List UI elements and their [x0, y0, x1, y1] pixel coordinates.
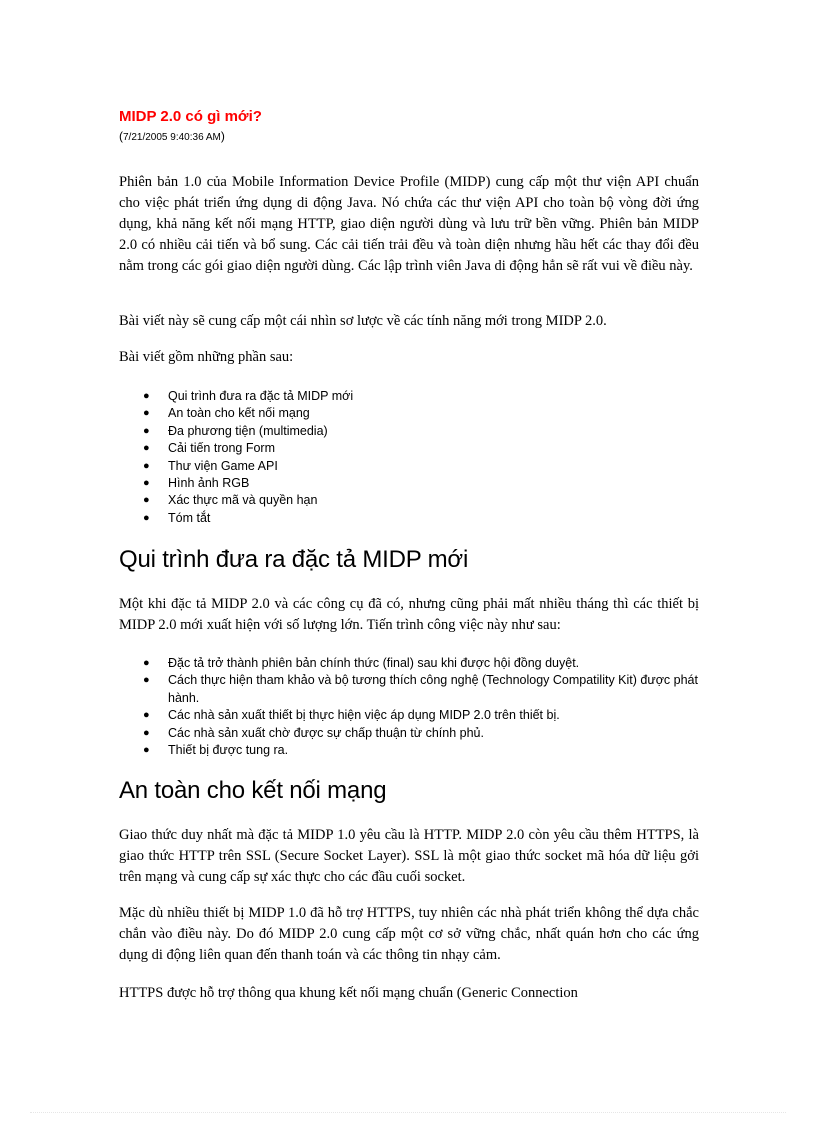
bullet-icon: ●	[143, 511, 150, 524]
bullet-icon: ●	[143, 477, 150, 490]
bullet-icon: ●	[143, 442, 150, 455]
list-item	[140, 440, 700, 457]
toc-item-label: An toàn cho kết nối mạng	[168, 406, 310, 421]
bullet-icon: ●	[143, 407, 150, 420]
list-item	[140, 655, 700, 672]
date-open-paren: (	[119, 129, 123, 143]
list-item	[140, 423, 700, 440]
section-heading-spec-process: Qui trình đưa ra đặc tả MIDP mới	[119, 546, 469, 573]
toc-item-label: Đa phương tiện (multimedia)	[168, 423, 328, 438]
list-item	[140, 405, 700, 422]
section2-paragraph-3: HTTPS được hỗ trợ thông qua khung kết nối mạng chuẩn (Generic Connection	[119, 985, 578, 1001]
list-item	[140, 707, 700, 724]
step-label: Thiết bị được tung ra.	[168, 743, 289, 758]
section2-paragraph-1: Giao thức duy nhất mà đặc tả MIDP 1.0 yêu cầu là HTTP. MIDP 2.0 còn yêu cầu thêm HTTPS, là giao thức HTTP trên SSL (Secure Socket Layer). SSL là một giao thức socket mã hóa dữ liệu gởi trên mạng và cung cấp sự xác thực cho các đầu cuối socket.	[119, 827, 699, 885]
section1-paragraph-1: Một khi đặc tả MIDP 2.0 và các công cụ đã có, nhưng cũng phải mất nhiều tháng thì các thiết bị MIDP 2.0 mới xuất hiện với số lượng lớn. Tiến trình công việc này như sau:	[119, 596, 699, 633]
bullet-icon: ●	[143, 726, 150, 739]
intro-paragraph-1: Phiên bản 1.0 của Mobile Information Device Profile (MIDP) cung cấp một thư viện API chuẩn cho việc phát triển ứng dụng di động Java. Nó chứa các thư viện API cho toàn bộ vòng đời ứng dụng, khả năng kết nối mạng HTTP, giao diện người dùng và lưu trữ bền vững. Phiên bản MIDP 2.0 có nhiều cải tiến và bổ sung. Các cải tiến trải đều và toàn diện nhưng hầu hết các thay đổi đều nằm trong các gói giao diện người dùng. Các lập trình viên Java di động hẳn sẽ rất vui về điều này.	[119, 174, 699, 274]
toc-item-label: Tóm tắt	[168, 510, 211, 525]
bullet-icon: ●	[143, 424, 150, 437]
step-label: Đặc tả trở thành phiên bản chính thức (final) sau khi được hội đồng duyệt.	[168, 656, 580, 670]
toc-item-label: Hình ảnh RGB	[168, 476, 250, 491]
bullet-icon: ●	[143, 674, 150, 687]
page-bottom-divider	[30, 1112, 786, 1113]
list-item	[140, 458, 700, 475]
section-heading-network-security: An toàn cho kết nối mạng	[119, 777, 387, 804]
bullet-icon: ●	[143, 494, 150, 507]
article-title: MIDP 2.0 có gì mới?	[119, 108, 262, 125]
list-item	[140, 492, 700, 509]
toc-list	[140, 388, 700, 527]
bullet-icon: ●	[143, 459, 150, 472]
list-item	[140, 388, 700, 405]
step-label: Các nhà sản xuất thiết bị thực hiện việc áp dụng MIDP 2.0 trên thiết bị.	[168, 708, 560, 723]
bullet-icon: ●	[143, 390, 150, 402]
article-date	[119, 129, 225, 143]
intro-paragraph-2: Bài viết này sẽ cung cấp một cái nhìn sơ lược về các tính năng mới trong MIDP 2.0.	[119, 313, 607, 329]
bullet-icon: ●	[143, 657, 150, 669]
toc-item-label: Thư viện Game API	[168, 458, 278, 473]
process-steps-list	[140, 655, 700, 759]
step-label: Cách thực hiện tham khảo và bộ tương thích công nghệ (Technology Compatility Kit) được phát hành.	[168, 673, 698, 705]
toc-item-label: Xác thực mã và quyền hạn	[168, 493, 318, 508]
bullet-icon: ●	[143, 709, 150, 722]
intro-paragraph-3: Bài viết gồm những phần sau:	[119, 349, 294, 365]
list-item	[140, 510, 700, 527]
date-value: 7/21/2005 9:40:36 AM	[123, 132, 221, 143]
list-item	[140, 742, 700, 759]
list-item	[140, 672, 700, 707]
section2-paragraph-2: Mặc dù nhiều thiết bị MIDP 1.0 đã hỗ trợ HTTPS, tuy nhiên các nhà phát triển không thể dựa chắc chắn vào điều này. Do đó MIDP 2.0 cung cấp một cơ sở vững chắc, nhất quán hơn cho các ứng dụng di động liên quan đến thanh toán và các thông tin nhạy cảm.	[119, 905, 699, 963]
list-item	[140, 725, 700, 742]
date-close-paren: )	[220, 129, 225, 143]
list-item	[140, 475, 700, 492]
toc-item-label: Qui trình đưa ra đặc tả MIDP mới	[168, 389, 354, 403]
step-label: Các nhà sản xuất chờ được sự chấp thuận từ chính phủ.	[168, 725, 484, 740]
toc-item-label: Cải tiến trong Form	[168, 441, 275, 456]
bullet-icon: ●	[143, 744, 150, 757]
